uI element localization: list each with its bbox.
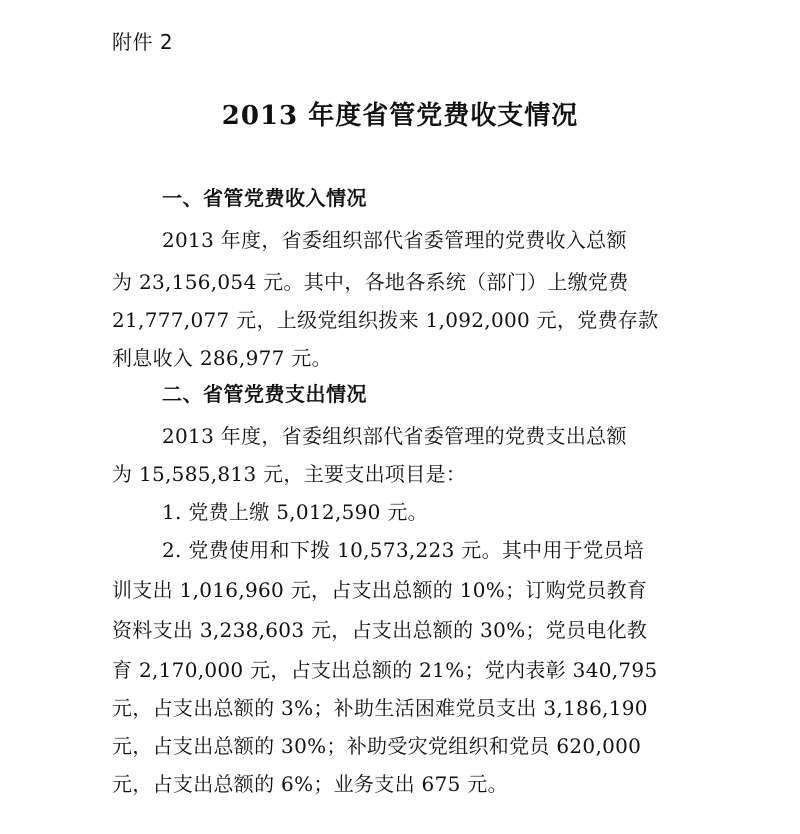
expenditure-item-2-line-2: 训支出 1,016,960 元，占支出总额的 10%；订购党员教育 bbox=[112, 578, 648, 602]
expenditure-item-2-line-7: 元，占支出总额的 6%；业务支出 675 元。 bbox=[112, 772, 508, 796]
expenditure-item-1: 1. 党费上缴 5,012,590 元。 bbox=[162, 500, 428, 524]
expenditure-item-2-line-1: 2. 党费使用和下拨 10,573,223 元。其中用于党员培 bbox=[162, 538, 644, 562]
income-line-4: 利息收入 286,977 元。 bbox=[112, 346, 332, 370]
attachment-label: 附件 2 bbox=[112, 30, 174, 54]
document-title: 2013 年度省管党费收支情况 bbox=[221, 101, 579, 131]
income-line-3: 21,777,077 元，上级党组织拨来 1,092,000 元，党费存款 bbox=[112, 308, 659, 332]
section-heading-income: 一、省管党费收入情况 bbox=[162, 186, 367, 210]
expenditure-line-2: 为 15,585,813 元，主要支出项目是： bbox=[112, 462, 467, 486]
expenditure-item-2-line-6: 元，占支出总额的 30%；补助受灾党组织和党员 620,000 bbox=[112, 734, 642, 758]
income-line-2: 为 23,156,054 元。其中，各地各系统（部门）上缴党费 bbox=[112, 270, 629, 294]
expenditure-item-2-line-3: 资料支出 3,238,603 元，占支出总额的 30%；党员电化教 bbox=[112, 618, 648, 642]
expenditure-line-1: 2013 年度，省委组织部代省委管理的党费支出总额 bbox=[162, 424, 627, 448]
income-line-1: 2013 年度，省委组织部代省委管理的党费收入总额 bbox=[162, 228, 627, 252]
expenditure-item-2-line-4: 育 2,170,000 元，占支出总额的 21%；党内表彰 340,795 bbox=[112, 658, 658, 682]
expenditure-item-2-line-5: 元，占支出总额的 3%；补助生活困难党员支出 3,186,190 bbox=[112, 696, 648, 720]
section-heading-expenditure: 二、省管党费支出情况 bbox=[162, 382, 367, 406]
